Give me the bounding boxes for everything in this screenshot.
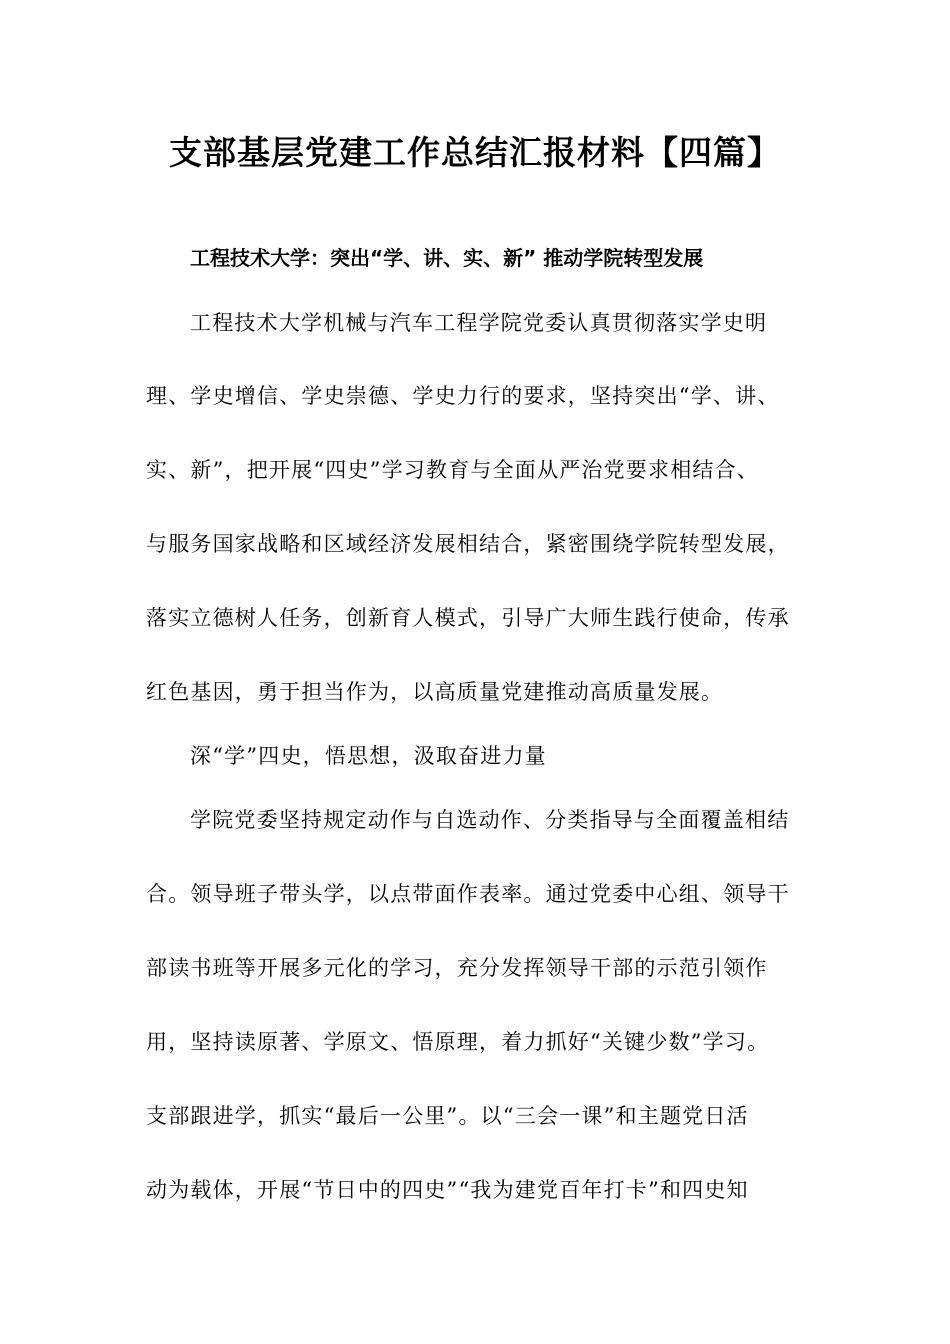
paragraph-line: 与服务国家战略和区域经济发展相结合，紧密围绕学院转型发展，	[146, 532, 790, 556]
paragraph-line: 落实立德树人任务，创新育人模式，引导广大师生践行使命，传承	[146, 606, 790, 630]
paragraph-line: 红色基因，勇于担当作为，以高质量党建推动高质量发展。	[146, 680, 724, 704]
paragraph-line: 部读书班等开展多元化的学习，充分发挥领导干部的示范引领作	[146, 956, 768, 980]
section-heading: 工程技术大学：突出“学、讲、实、新” 推动学院转型发展	[190, 246, 704, 270]
paragraph-line: 理、学史增信、学史崇德、学史力行的要求，坚持突出“学、讲、	[146, 384, 780, 408]
subsection-heading: 深“学”四史，悟思想，汲取奋进力量	[190, 744, 547, 768]
paragraph-line: 合。领导班子带头学，以点带面作表率。通过党委中心组、领导干	[146, 882, 790, 906]
paragraph-line: 支部跟进学，抓实“最后一公里”。以“三会一课”和主题党日活	[146, 1104, 749, 1128]
paragraph-line: 工程技术大学机械与汽车工程学院党委认真贯彻落实学史明	[190, 311, 768, 335]
paragraph-line: 动为载体，开展“节日中的四史”“我为建党百年打卡”和四史知	[146, 1178, 749, 1202]
paragraph-line: 用，坚持读原著、学原文、悟原理，着力抓好“关键少数”学习。	[146, 1030, 770, 1054]
paragraph-line: 学院党委坚持规定动作与自选动作、分类指导与全面覆盖相结	[190, 808, 790, 832]
document-title: 支部基层党建工作总结汇报材料【四篇】	[169, 133, 781, 172]
paragraph-line: 实、新”，把开展“四史”学习教育与全面从严治党要求相结合、	[146, 458, 760, 482]
